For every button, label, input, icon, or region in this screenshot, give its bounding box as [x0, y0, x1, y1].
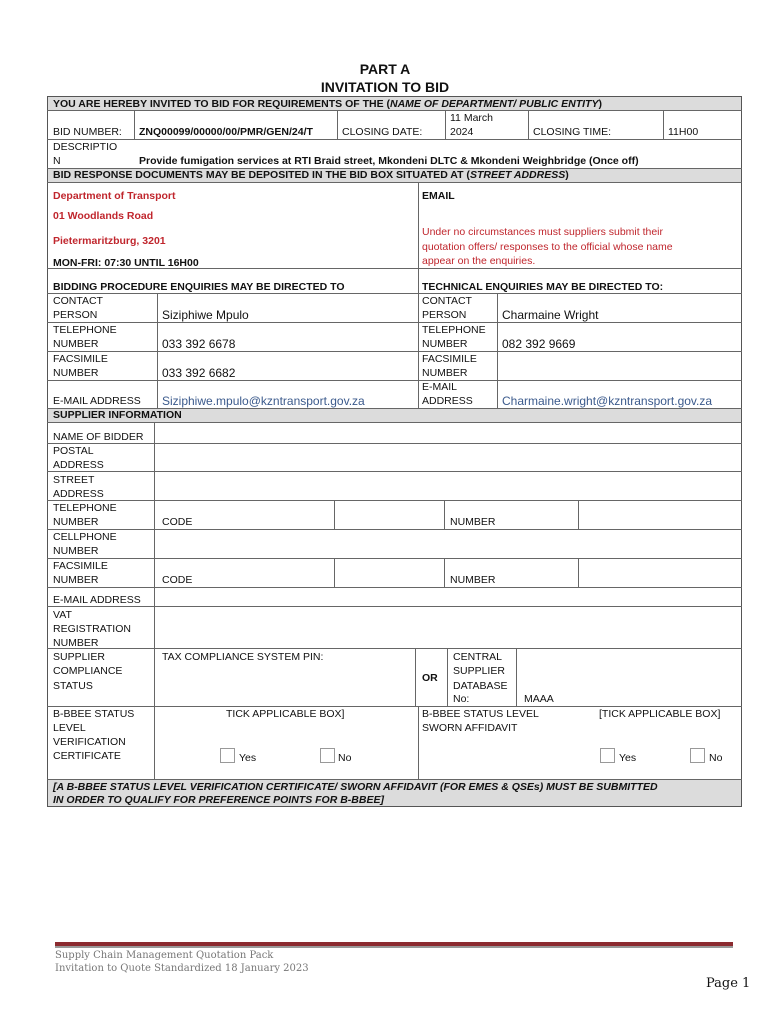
postal-address-label-1: POSTAL [53, 445, 94, 457]
csd-label-2: SUPPLIER [453, 665, 505, 677]
address-line-1: Department of Transport [53, 190, 176, 202]
email-address-label: E-MAIL ADDRESS [53, 395, 141, 407]
sworn-affidavit-label-1: B-BBEE STATUS LEVEL [422, 708, 539, 720]
description-label-1: DESCRIPTIO [53, 141, 118, 153]
csd-label-1: CENTRAL [453, 651, 503, 663]
notice-line-2: quotation offers/ responses to the official whose name [422, 241, 673, 253]
affidavit-no-label: No [709, 752, 723, 764]
procedure-enquiries-heading: BIDDING PROCEDURE ENQUIRIES MAY BE DIRECTED TO [53, 281, 345, 293]
tech-facsimile-label-2: NUMBER [422, 367, 468, 379]
technical-email-link[interactable]: Charmaine.wright@kzntransport.gov.za [502, 394, 713, 408]
footer-rule [55, 942, 733, 948]
tech-telephone-label-2: NUMBER [422, 338, 468, 350]
closing-date-line1: 11 March [450, 112, 493, 124]
bbbee-note-line-1: [A B-BBEE STATUS LEVEL VERIFICATION CERTIFICATE/ SWORN AFFIDAVIT (FOR EMES & QSEs) MUST BE SUBMITTED [53, 781, 658, 793]
csd-label-4: No: [453, 693, 470, 705]
facsimile-code-field[interactable] [336, 559, 443, 586]
telephone-number-label: NUMBER [450, 516, 496, 528]
bbbee-label-3: VERIFICATION [53, 736, 126, 748]
name-of-bidder-field[interactable] [156, 423, 740, 442]
address-line-3: Pietermaritzburg, 3201 [53, 235, 166, 247]
supplier-email-field[interactable] [156, 588, 740, 605]
bbbee-no-checkbox[interactable] [320, 748, 335, 763]
contact-label-1: CONTACT [53, 295, 103, 307]
facsimile-label-1: FACSIMILE [53, 353, 108, 365]
telephone-code-field[interactable] [336, 501, 443, 528]
technical-contact-name: Charmaine Wright [502, 308, 599, 322]
affidavit-yes-checkbox[interactable] [600, 748, 615, 763]
technical-telephone: 082 392 9669 [502, 337, 576, 351]
tick-box-label: TICK APPLICABLE BOX] [226, 708, 345, 720]
procedure-email-link[interactable]: Siziphiwe.mpulo@kzntransport.gov.za [162, 394, 365, 408]
tax-pin-label: TAX COMPLIANCE SYSTEM PIN: [162, 651, 324, 663]
postal-address-field[interactable] [156, 444, 740, 470]
closing-time-label: CLOSING TIME: [533, 126, 611, 138]
vat-label-1: VAT [53, 609, 72, 621]
street-address-label-1: STREET [53, 474, 95, 486]
cellphone-label-1: CELLPHONE [53, 531, 117, 543]
compliance-label-2: COMPLIANCE [53, 665, 123, 677]
notice-line-3: appear on the enquiries. [422, 255, 536, 267]
description-value: Provide fumigation services at RTI Braid street, Mkondeni DLTC & Mkondeni Weighbridge (Once off) [139, 155, 639, 167]
facsimile-number-field[interactable] [580, 559, 740, 586]
tech-contact-label-2: PERSON [422, 309, 467, 321]
bid-number-value: ZNQ00099/00000/00/PMR/GEN/24/T [139, 126, 313, 138]
affidavit-yes-label: Yes [619, 752, 637, 764]
address-line-2: 01 Woodlands Road [53, 210, 154, 222]
contact-label-2: PERSON [53, 309, 98, 321]
office-hours: MON-FRI: 07:30 UNTIL 16H00 [53, 257, 199, 269]
bbbee-no-label: No [338, 752, 352, 764]
vat-label-2: REGISTRATION [53, 623, 131, 635]
page-title: INVITATION TO BID [320, 79, 450, 95]
procedure-telephone: 033 392 6678 [162, 337, 236, 351]
facsimile-code-label: CODE [162, 574, 193, 586]
cellphone-label-2: NUMBER [53, 545, 99, 557]
page-number: Page 1 [706, 976, 751, 991]
telephone-number-field[interactable] [580, 501, 740, 528]
bbbee-yes-label: Yes [239, 752, 257, 764]
footer-line-1: Supply Chain Management Quotation Pack [55, 950, 274, 961]
csd-label-3: DATABASE [453, 680, 508, 692]
telephone-code-label: CODE [162, 516, 193, 528]
street-address-field[interactable] [156, 472, 740, 499]
bbbee-label-4: CERTIFICATE [53, 750, 121, 762]
part-heading: PART A [359, 61, 411, 77]
description-label-2: N [53, 155, 61, 167]
bid-number-label: BID NUMBER: [53, 126, 122, 138]
compliance-label-3: STATUS [53, 680, 93, 692]
supplier-facsimile-label-2: NUMBER [53, 574, 99, 586]
bbbee-label-2: LEVEL [53, 722, 86, 734]
facsimile-label-2: NUMBER [53, 367, 99, 379]
email-label: EMAIL [422, 190, 455, 202]
supplier-facsimile-label-1: FACSIMILE [53, 560, 108, 572]
facsimile-number-label: NUMBER [450, 574, 496, 586]
tax-pin-field[interactable] [156, 664, 414, 704]
supplier-telephone-label-2: NUMBER [53, 516, 99, 528]
or-label: OR [422, 672, 438, 684]
sworn-affidavit-label-2: SWORN AFFIDAVIT [422, 722, 518, 734]
supplier-email-label: E-MAIL ADDRESS [53, 594, 141, 606]
telephone-label-1: TELEPHONE [53, 324, 117, 336]
notice-line-1: Under no circumstances must suppliers submit their [422, 226, 664, 238]
bbbee-label-1: B-BBEE STATUS [53, 708, 135, 720]
tick-box-label-2: [TICK APPLICABLE BOX] [599, 708, 721, 720]
telephone-label-2: NUMBER [53, 338, 99, 350]
vat-label-3: NUMBER [53, 637, 99, 649]
closing-date-label: CLOSING DATE: [342, 126, 423, 138]
vat-number-field[interactable] [156, 607, 740, 647]
tech-email-label-2: ADDRESS [422, 395, 473, 407]
bbbee-yes-checkbox[interactable] [220, 748, 235, 763]
footer-line-2: Invitation to Quote Standardized 18 January 2023 [55, 963, 309, 974]
compliance-label-1: SUPPLIER [53, 651, 105, 663]
invite-heading: YOU ARE HEREBY INVITED TO BID FOR REQUIREMENTS OF THE (NAME OF DEPARTMENT/ PUBLIC ENTITY) [53, 98, 602, 110]
tech-contact-label-1: CONTACT [422, 295, 472, 307]
deposit-heading: BID RESPONSE DOCUMENTS MAY BE DEPOSITED IN THE BID BOX SITUATED AT (STREET ADDRESS) [53, 169, 569, 181]
technical-enquiries-heading: TECHNICAL ENQUIRIES MAY BE DIRECTED TO: [422, 281, 664, 293]
tech-email-label-1: E-MAIL [422, 381, 458, 393]
csd-value[interactable]: MAAA [524, 693, 554, 705]
procedure-contact-name: Siziphiwe Mpulo [162, 308, 249, 322]
affidavit-no-checkbox[interactable] [690, 748, 705, 763]
bbbee-note-line-2: IN ORDER TO QUALIFY FOR PREFERENCE POINTS FOR B-BBEE] [53, 794, 384, 806]
street-address-label-2: ADDRESS [53, 488, 104, 500]
tech-facsimile-label-1: FACSIMILE [422, 353, 477, 365]
supplier-telephone-label-1: TELEPHONE [53, 502, 117, 514]
name-of-bidder-label: NAME OF BIDDER [53, 431, 144, 443]
closing-time-value: 11H00 [668, 126, 699, 138]
supplier-info-heading: SUPPLIER INFORMATION [53, 409, 182, 421]
procedure-facsimile: 033 392 6682 [162, 366, 236, 380]
closing-date-line2: 2024 [450, 126, 474, 138]
postal-address-label-2: ADDRESS [53, 459, 104, 471]
cellphone-field[interactable] [156, 530, 740, 557]
tech-telephone-label-1: TELEPHONE [422, 324, 486, 336]
